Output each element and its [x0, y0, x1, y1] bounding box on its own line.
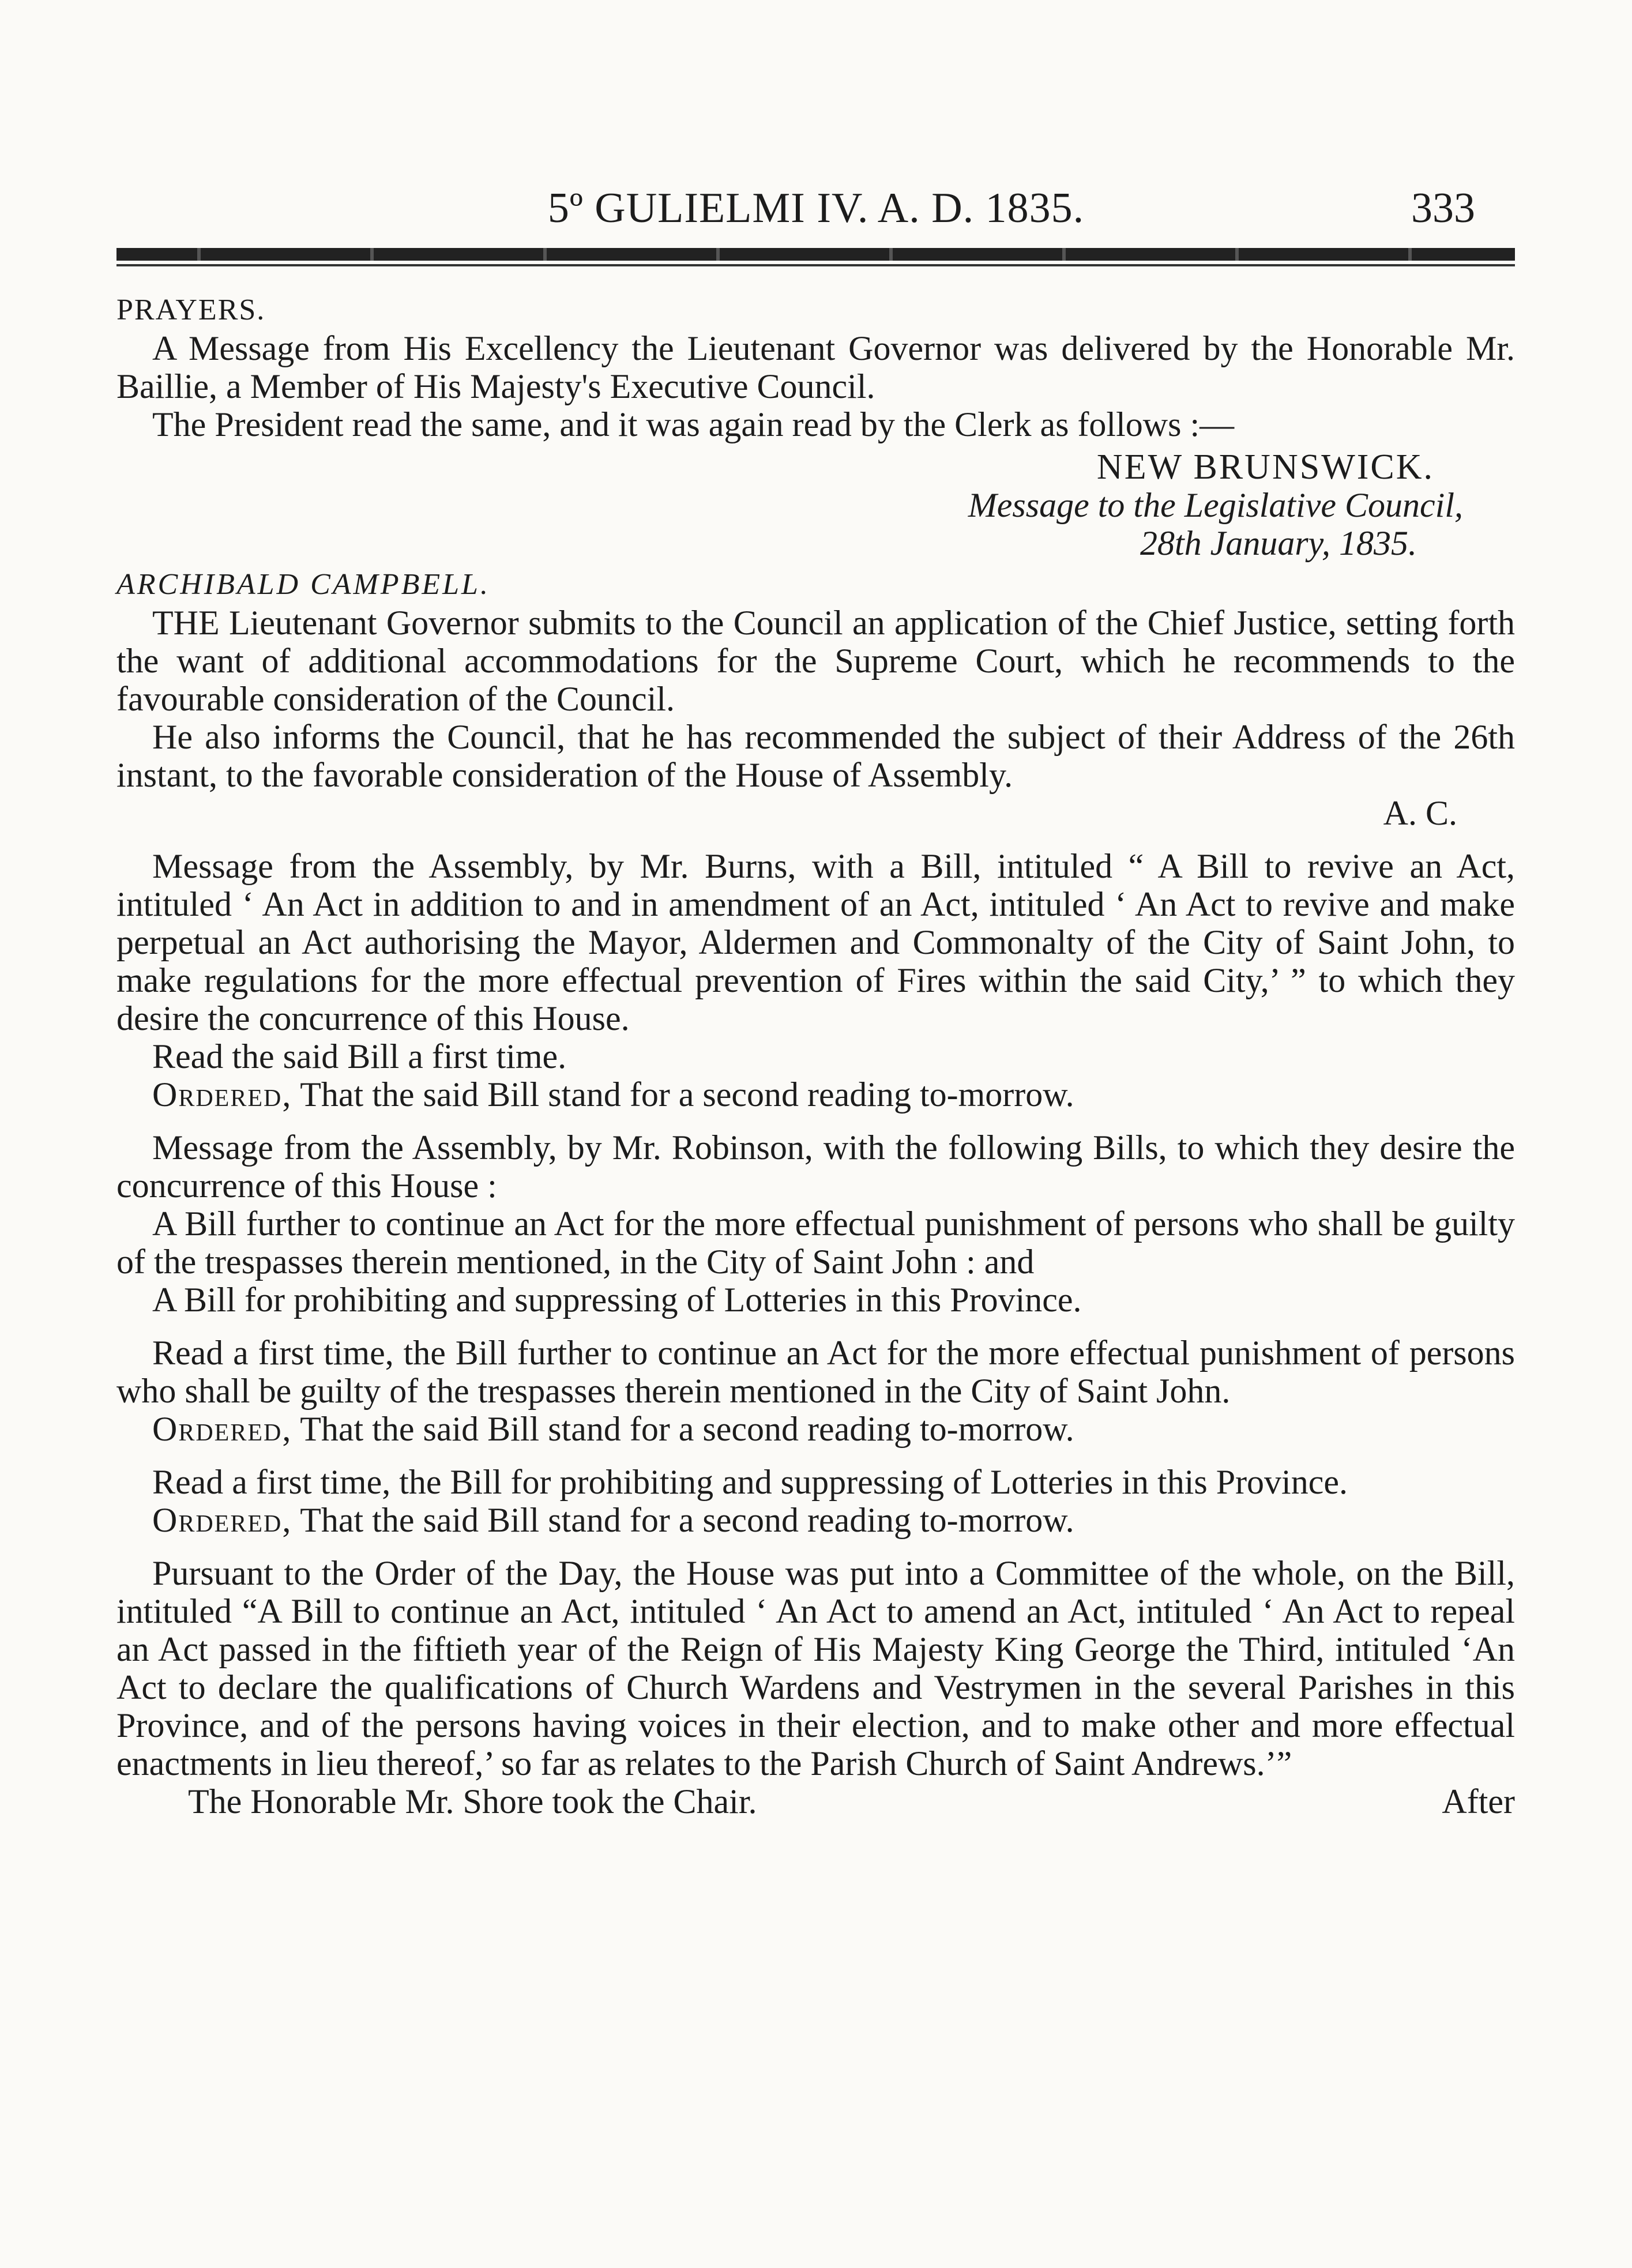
paragraph: Message from the Assembly, by Mr. Burns, with a Bill, intituled “ A Bill to revive an Act, intituled ‘ An Act in addition to and in amendment of an Act, intituled ‘ An Act to revive and make perpetual an Act authorising the Mayor, Aldermen and Commonalty of the City of Saint John, to make regulations for the more effectual prevention of Fires within the said City,’ ” to which they desire the concurrence of this House. [116, 847, 1515, 1037]
ordered-paragraph [116, 1501, 1515, 1539]
running-header: 5º GULIELMI IV. A. D. 1835. [547, 185, 1085, 232]
paragraph: He also informs the Council, that he has recommended the subject of their Address of the 26th instant, to the favorable consideration of the House of Assembly. [116, 718, 1515, 794]
final-line [116, 1782, 1515, 1821]
paragraph: Read the said Bill a first time. [152, 1037, 567, 1075]
ordered-label: Ordered, [152, 1410, 292, 1448]
ordered-text: That the said Bill stand for a second reading to-morrow. [292, 1410, 1074, 1448]
message-address: Message to the Legislative Council, [968, 486, 1463, 524]
ordered-paragraph [116, 1075, 1515, 1114]
paragraph: The Honorable Mr. Shore took the Chair. [188, 1782, 757, 1821]
ordered-text: That the said Bill stand for a second reading to-morrow. [292, 1075, 1074, 1114]
ordered-text: That the said Bill stand for a second reading to-morrow. [292, 1501, 1074, 1539]
ordered-label: Ordered, [152, 1501, 292, 1539]
paragraph: A Message from His Excellency the Lieutenant Governor was delivered by the Honorable Mr. Baillie, a Member of His Majesty's Executive Council. [116, 329, 1515, 405]
initials: A. C. [1383, 794, 1457, 832]
ordered-label: Ordered, [152, 1075, 292, 1114]
paragraph: THE Lieutenant Governor submits to the Council an application of the Chief Justice, setting forth the want of additional accommodations for the Supreme Court, which he recommends to the favourable consideration of the Council. [116, 604, 1515, 718]
message-heading: NEW BRUNSWICK. [1096, 447, 1434, 487]
paragraph: The President read the same, and it was again read by the Clerk as follows :— [152, 405, 1235, 443]
paragraph: Message from the Assembly, by Mr. Robinson, with the following Bills, to which they desire the concurrence of this House : [116, 1129, 1515, 1205]
ordered-paragraph [116, 1410, 1515, 1448]
header-rule [116, 248, 1515, 261]
paragraph: Read a first time, the Bill further to continue an Act for the more effectual punishment of persons who shall be guilty of the trespasses therein mentioned in the City of Saint John. [116, 1334, 1515, 1410]
message-date: 28th January, 1835. [1140, 524, 1417, 562]
page-body [116, 291, 1515, 1821]
paragraph: A Bill further to continue an Act for the more effectual punishment of persons who shall be guilty of the trespasses therein mentioned, in the City of Saint John : and [116, 1205, 1515, 1281]
paragraph: Read a first time, the Bill for prohibiting and suppressing of Lotteries in this Province. [152, 1463, 1348, 1501]
catchword: After [1442, 1782, 1515, 1821]
signature: ARCHIBALD CAMPBELL. [116, 568, 490, 601]
paragraph: Pursuant to the Order of the Day, the House was put into a Committee of the whole, on the Bill, intituled “A Bill to continue an Act, intituled ‘ An Act to amend an Act, intituled ‘ An Act to repeal an Act passed in the fiftieth year of the Reign of His Majesty King George the Third, intituled ‘An Act to declare the qualifications of Church Wardens and Vestrymen in the several Parishes in this Province, and of the persons having voices in their election, and to make other and more effectual enactments in lieu thereof,’ so far as relates to the Parish Church of Saint Andrews.’” [116, 1554, 1515, 1782]
page-number: 333 [1411, 185, 1475, 232]
paragraph: A Bill for prohibiting and suppressing of Lotteries in this Province. [152, 1281, 1082, 1319]
section-heading-prayers: PRAYERS. [116, 294, 266, 326]
